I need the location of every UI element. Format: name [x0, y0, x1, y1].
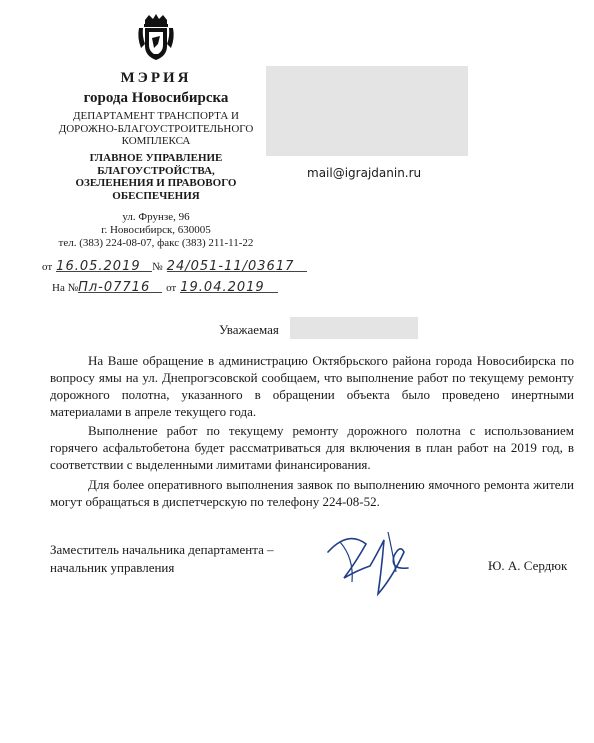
redacted-recipient-name: [266, 66, 468, 156]
outgoing-reference: [42, 257, 307, 275]
outgoing-number-field: [167, 257, 307, 272]
incoming-reference: [52, 278, 278, 296]
incoming-date: 19.04.2019: [180, 280, 265, 295]
recipient-email: mail@igrajdanin.ru: [307, 166, 422, 180]
department-name: [40, 110, 272, 148]
salutation: Уважаемая: [219, 322, 279, 337]
incoming-date-field: [180, 278, 278, 293]
main-department-name: [40, 152, 272, 203]
department-line: КОМПЛЕКСА: [121, 135, 191, 148]
incoming-number-label: На №: [52, 282, 79, 294]
signatory-title: [50, 541, 274, 576]
city-name: города Новосибирска: [83, 90, 229, 106]
city-coat-of-arms-icon: [137, 14, 175, 62]
handwritten-signature-icon: [318, 522, 418, 602]
outgoing-number-label: №: [152, 261, 163, 273]
address-street: ул. Фрунзе, 96: [122, 211, 190, 223]
main-department-line: ГЛАВНОЕ УПРАВЛЕНИЕ: [89, 152, 223, 164]
outgoing-date-field: [56, 257, 152, 272]
incoming-from-label: от: [166, 282, 177, 294]
department-line: ДОРОЖНО-БЛАГОУСТРОИТЕЛЬНОГО: [58, 122, 254, 135]
signatory-title-line: начальник управления: [50, 559, 175, 575]
outgoing-from-label: от: [42, 261, 53, 273]
body-paragraph: На Ваше обращение в администрацию Октябрьского района города Новосибирска по вопросу ямы на ул. Днепрогэсовской сообщаем, что выполнение работ по текущему ремонту дорожного полотна, указанного в обращении объекта было проведено инертными материалами в апреле текущего года.: [50, 353, 574, 420]
incoming-number-field: [78, 278, 162, 293]
phone-fax: тел. (383) 224-08-07, факс (383) 211-11-22: [58, 237, 254, 249]
address-city: г. Новосибирск, 630005: [101, 224, 211, 236]
main-department-line: ОБЕСПЕЧЕНИЯ: [112, 189, 200, 202]
redacted-recipient-salutation-name: [290, 317, 418, 339]
main-department-line: БЛАГОУСТРОЙСТВА,: [97, 164, 215, 177]
signatory-title-line: Заместитель начальника департамента –: [50, 542, 274, 557]
outgoing-date: 16.05.2019: [56, 259, 141, 274]
incoming-number: Пл-07716: [78, 280, 151, 295]
mayor-office-title: МЭРИЯ: [120, 70, 192, 86]
main-department-line: ОЗЕЛЕНЕНИЯ И ПРАВОВОГО: [75, 177, 237, 190]
body-paragraph: Выполнение работ по текущему ремонту дорожного полотна с использованием горячего асфальтобетона будет рассматриваться для включения в план работ на 2019 год, в соответствии с выделенными лимитами финансирования.: [50, 423, 574, 473]
department-line: ДЕПАРТАМЕНТ ТРАНСПОРТА И: [73, 110, 239, 122]
body-paragraph: Для более оперативного выполнения заявок по выполнению ямочного ремонта жители могут обращаться в диспетчерскую по телефону 224-08-52.: [50, 477, 574, 510]
signatory-name: Ю. А. Сердюк: [488, 558, 568, 573]
outgoing-number: 24/051-11/03617: [166, 259, 295, 274]
